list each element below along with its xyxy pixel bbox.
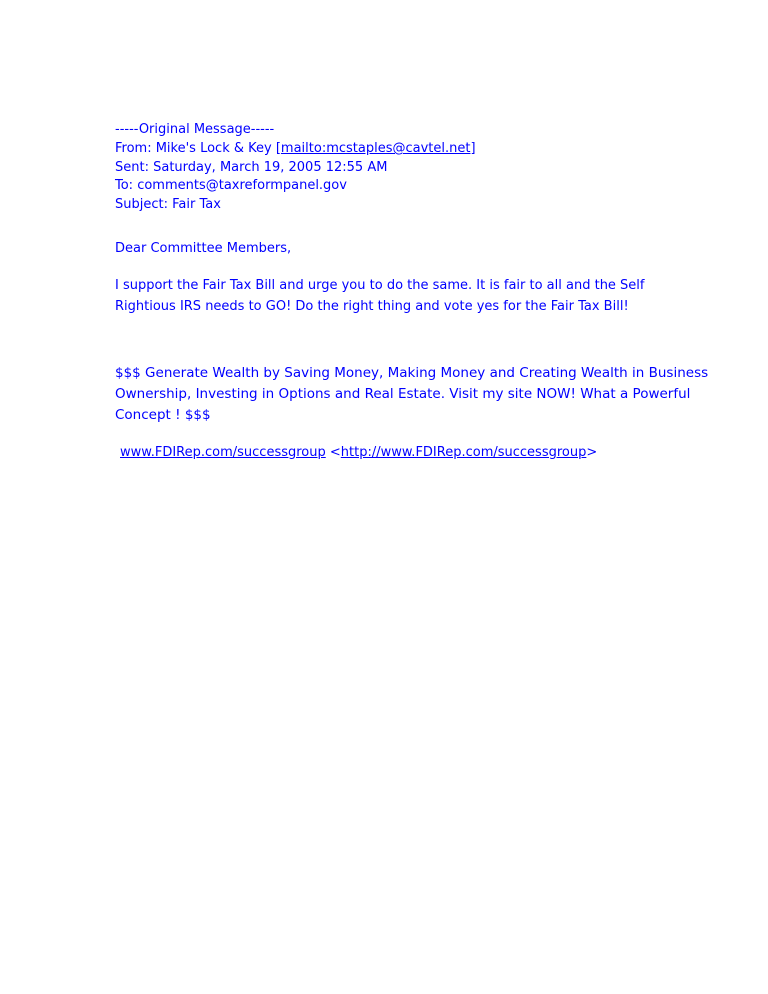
link-close-bracket: >: [586, 445, 598, 460]
subject-line: [115, 195, 221, 214]
body-paragraph-text-1: I support the Fair Tax Bill and urge you to do the same. It is fair to all and the Self: [115, 278, 645, 293]
body-paragraph-line-2: [115, 296, 629, 317]
promo-text-3: Concept ! $$$: [115, 407, 211, 423]
promo-line-3: [115, 405, 211, 426]
greeting-line: [115, 238, 291, 259]
links-line: [120, 443, 597, 462]
from-mailto-link[interactable]: mailto:mcstaples@cavtel.net: [280, 141, 471, 156]
subject-text: Subject: Fair Tax: [115, 197, 221, 212]
greeting-text: Dear Committee Members,: [115, 241, 292, 256]
sent-line: [115, 158, 387, 177]
from-label: From: Mike's Lock & Key [: [115, 141, 281, 156]
link-open-bracket: <: [325, 445, 341, 460]
original-message-text: -----Original Message-----: [115, 122, 275, 137]
promo-line-2: [115, 384, 690, 405]
site-link[interactable]: www.FDIRep.com/successgroup: [120, 445, 326, 460]
promo-line-1: [115, 363, 708, 384]
promo-text-1: $$$ Generate Wealth by Saving Money, Making Money and Creating Wealth in Business: [115, 365, 709, 381]
to-line: [115, 176, 347, 195]
from-line: [115, 139, 476, 158]
promo-text-2: Ownership, Investing in Options and Real Estate. Visit my site NOW! What a Powerful: [115, 386, 691, 402]
to-text: To: comments@taxreformpanel.gov: [115, 178, 347, 193]
body-paragraph-line-1: [115, 275, 645, 296]
full-url-link[interactable]: http://www.FDIRep.com/successgroup: [340, 445, 587, 460]
from-close-bracket: ]: [470, 141, 476, 156]
sent-text: Sent: Saturday, March 19, 2005 12:55 AM: [115, 160, 388, 175]
body-paragraph-text-2: Rightious IRS needs to GO! Do the right thing and vote yes for the Fair Tax Bill!: [115, 299, 629, 314]
original-message-line: [115, 120, 274, 139]
